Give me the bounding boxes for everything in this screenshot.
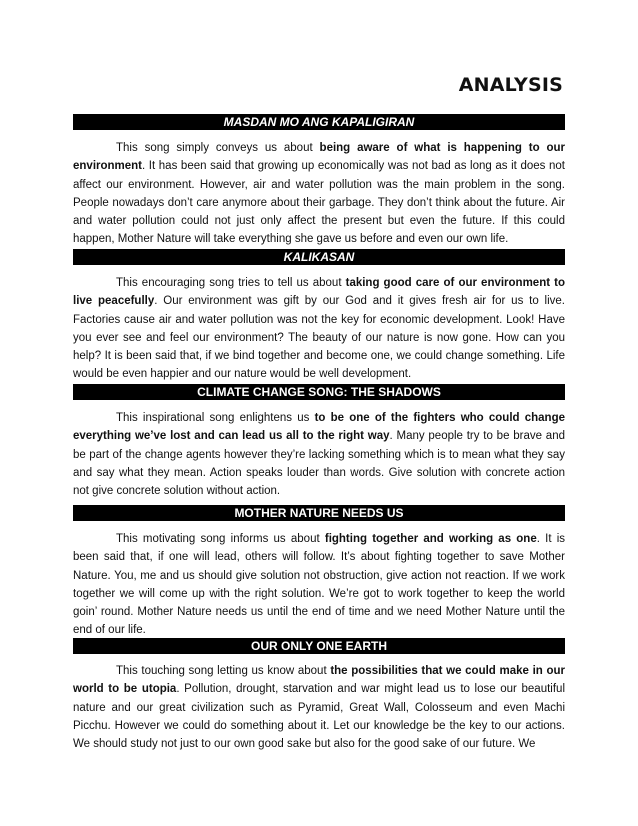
paragraph-emphasis: the possibilities that we could make in our world to be utopia <box>73 665 565 696</box>
paragraph-text: . Many people try to be brave and be part of the change agents however they’re lacking something which is to mean what they say and say what they mean. Action speaks louder than words. Give solution with concrete action not give concrete solution without action. <box>73 430 565 498</box>
paragraph-emphasis: fighting together and working as one <box>324 533 537 545</box>
paragraph-text: . It is been said that, if one will lead, others will follow. It’s about fighting together to save Mother Nature. You, me and us should give solution not obstruction, give action not reaction. If we work together we will come up with the right solution. We’re got to work together to keep the world goin’ round. Mother Nature needs us until the end of time and we need Mother Nature until the end of our life. <box>73 533 566 637</box>
paragraph-text: This touching song letting us know about <box>116 665 331 677</box>
section-paragraph-mother-nature <box>73 530 565 640</box>
paragraph-emphasis: taking good care of our environment to live peacefully <box>73 277 566 308</box>
paragraph-text: This motivating song informs us about <box>116 533 325 545</box>
paragraph-text: This inspirational song enlightens us <box>116 412 315 424</box>
page-title: ANALYSIS <box>458 74 563 96</box>
paragraph-text: . Our environment was gift by our God and it gives fresh air for us to live. Factories cause air and water pollution was not the key for economic development. Look! Have you ever see and feel our environment? The beauty of our nature is now gone. How can you help? It is been said that, if we bind together and become one, we could change something. Life would be even happier and our nature would be well development. <box>73 295 565 381</box>
section-heading-only-one-earth: OUR ONLY ONE EARTH <box>73 638 565 654</box>
paragraph-text: This encouraging song tries to tell us about <box>116 277 346 289</box>
section-paragraph-kalikasan <box>73 274 565 384</box>
section-paragraph-climate-change <box>73 409 565 500</box>
section-heading-kalikasan: KALIKASAN <box>73 249 565 265</box>
paragraph-emphasis: being aware of what is happening to our environment <box>73 142 566 173</box>
section-heading-masdan: MASDAN MO ANG KAPALIGIRAN <box>73 114 565 130</box>
section-paragraph-masdan <box>73 139 565 249</box>
paragraph-text: . Pollution, drought, starvation and war might lead us to lose our beautiful nature and our great civilization such as Pyramid, Great Wall, Colosseum and even Machi Picchu. However we could do something about it. Let our knowledge be the key to our actions. We should study not just to our own good sake but also for the good sake of our future. We <box>73 683 565 751</box>
paragraph-text: This song simply conveys us about <box>116 142 320 154</box>
paragraph-emphasis: to be one of the fighters who could change everything we’ve lost and can lead us all to the right way <box>73 412 565 443</box>
section-heading-climate-change: CLIMATE CHANGE SONG: THE SHADOWS <box>73 384 565 400</box>
section-heading-mother-nature: MOTHER NATURE NEEDS US <box>73 505 565 521</box>
section-paragraph-only-one-earth <box>73 662 565 753</box>
paragraph-text: . It has been said that growing up economically was not bad as long as it does not affect our environment. However, air and water pollution was the main problem in the song. People nowadays don’t care anymore about their garbage. They don’t think about the future. Air and water pollution could not just only affect the present but even the future. If this could happen, Mother Nature will take everything she gave us before and even our own life. <box>73 160 565 246</box>
